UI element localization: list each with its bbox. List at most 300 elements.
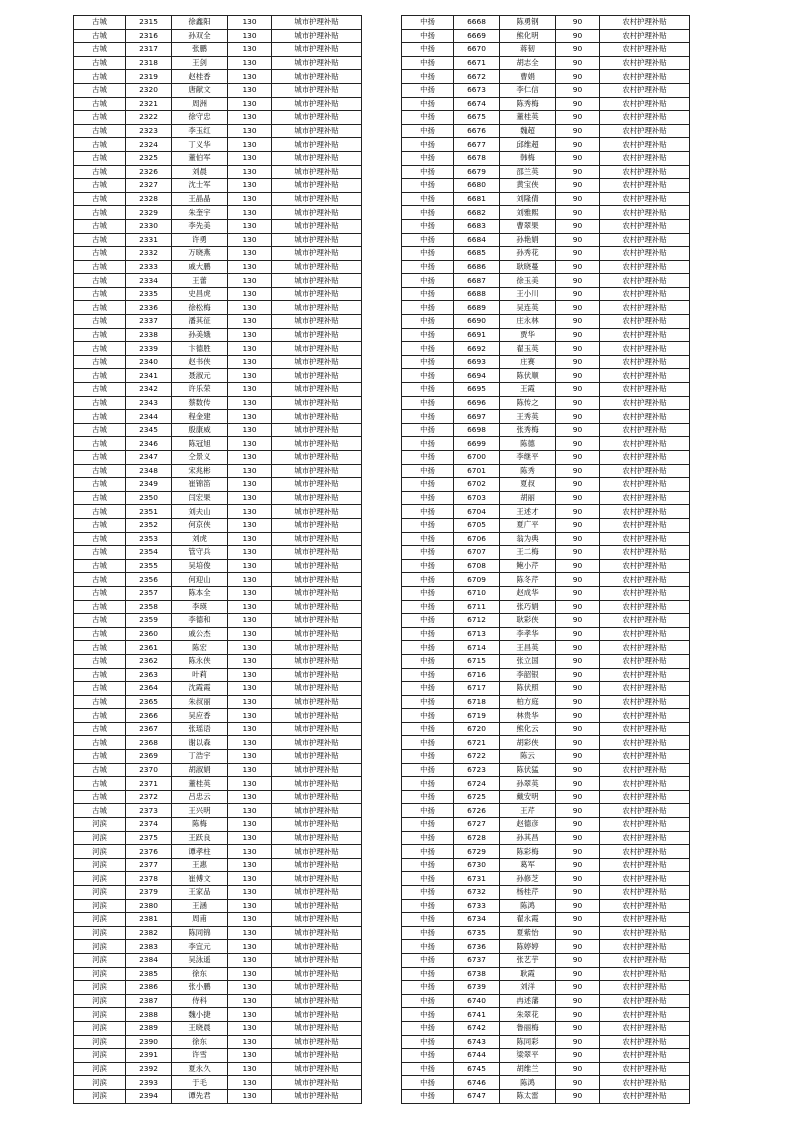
amount-cell: 90 [556, 518, 600, 532]
serial-number-cell: 6688 [454, 287, 500, 301]
district-cell: 中扬 [402, 1035, 454, 1049]
subsidy-type-cell: 农村护理补贴 [600, 16, 690, 30]
amount-cell: 130 [228, 518, 272, 532]
subsidy-type-cell: 农村护理补贴 [600, 437, 690, 451]
name-cell: 耿晓蔓 [500, 260, 556, 274]
serial-number-cell: 6684 [454, 233, 500, 247]
amount-cell: 90 [556, 355, 600, 369]
district-cell: 古城 [74, 369, 126, 383]
serial-number-cell: 6738 [454, 967, 500, 981]
amount-cell: 130 [228, 151, 272, 165]
serial-number-cell: 2328 [126, 192, 172, 206]
name-cell: 许勇 [172, 233, 228, 247]
subsidy-type-cell: 城市护理补贴 [272, 301, 362, 315]
amount-cell: 90 [556, 287, 600, 301]
table-row [74, 1076, 362, 1090]
name-cell: 于毛 [172, 1076, 228, 1090]
serial-number-cell: 2340 [126, 355, 172, 369]
name-cell: 曹娟 [500, 70, 556, 84]
amount-cell: 90 [556, 328, 600, 342]
serial-number-cell: 6740 [454, 994, 500, 1008]
name-cell: 翁为典 [500, 532, 556, 546]
subsidy-type-cell: 农村护理补贴 [600, 750, 690, 764]
serial-number-cell: 2378 [126, 872, 172, 886]
district-cell: 中扬 [402, 695, 454, 709]
serial-number-cell: 6676 [454, 124, 500, 138]
subsidy-type-cell: 农村护理补贴 [600, 546, 690, 560]
district-cell: 古城 [74, 43, 126, 57]
table-row [74, 913, 362, 927]
name-cell: 崔锦笛 [172, 478, 228, 492]
name-cell: 王小川 [500, 287, 556, 301]
table-row [402, 736, 690, 750]
name-cell: 鲁丽梅 [500, 1021, 556, 1035]
subsidy-type-cell: 城市护理补贴 [272, 722, 362, 736]
district-cell: 古城 [74, 383, 126, 397]
name-cell: 孙双全 [172, 29, 228, 43]
amount-cell: 130 [228, 981, 272, 995]
district-cell: 中扬 [402, 491, 454, 505]
subsidy-type-cell: 城市护理补贴 [272, 1062, 362, 1076]
serial-number-cell: 2352 [126, 518, 172, 532]
subsidy-type-cell: 城市护理补贴 [272, 464, 362, 478]
table-row [74, 709, 362, 723]
subsidy-type-cell: 农村护理补贴 [600, 532, 690, 546]
name-cell: 王昌英 [500, 641, 556, 655]
subsidy-type-cell: 城市护理补贴 [272, 559, 362, 573]
subsidy-type-cell: 城市护理补贴 [272, 396, 362, 410]
district-cell: 古城 [74, 97, 126, 111]
district-cell: 中扬 [402, 355, 454, 369]
district-cell: 河滨 [74, 1035, 126, 1049]
serial-number-cell: 2327 [126, 179, 172, 193]
amount-cell: 130 [228, 926, 272, 940]
name-cell: 耿彩侠 [500, 614, 556, 628]
district-cell: 中扬 [402, 1062, 454, 1076]
district-cell: 中扬 [402, 260, 454, 274]
amount-cell: 90 [556, 315, 600, 329]
subsidy-type-cell: 城市护理补贴 [272, 682, 362, 696]
district-cell: 中扬 [402, 763, 454, 777]
subsidy-type-cell: 城市护理补贴 [272, 206, 362, 220]
district-cell: 古城 [74, 491, 126, 505]
table-row [402, 750, 690, 764]
table-row [402, 124, 690, 138]
amount-cell: 90 [556, 709, 600, 723]
subsidy-type-cell: 城市护理补贴 [272, 342, 362, 356]
serial-number-cell: 6716 [454, 668, 500, 682]
name-cell: 赵书侠 [172, 355, 228, 369]
serial-number-cell: 6722 [454, 750, 500, 764]
amount-cell: 90 [556, 369, 600, 383]
amount-cell: 90 [556, 899, 600, 913]
name-cell: 葛军 [500, 858, 556, 872]
subsidy-type-cell: 城市护理补贴 [272, 70, 362, 84]
table-row [74, 301, 362, 315]
name-cell: 徐东 [172, 1035, 228, 1049]
amount-cell: 130 [228, 97, 272, 111]
table-row [402, 722, 690, 736]
serial-number-cell: 2385 [126, 967, 172, 981]
subsidy-type-cell: 农村护理补贴 [600, 1062, 690, 1076]
subsidy-type-cell: 城市护理补贴 [272, 29, 362, 43]
serial-number-cell: 6741 [454, 1008, 500, 1022]
amount-cell: 130 [228, 233, 272, 247]
district-cell: 河滨 [74, 872, 126, 886]
district-cell: 中扬 [402, 83, 454, 97]
name-cell: 李孝华 [500, 627, 556, 641]
amount-cell: 130 [228, 600, 272, 614]
name-cell: 陈云 [500, 750, 556, 764]
serial-number-cell: 2318 [126, 56, 172, 70]
name-cell: 潘其征 [172, 315, 228, 329]
district-cell: 古城 [74, 641, 126, 655]
table-row [74, 342, 362, 356]
district-cell: 中扬 [402, 342, 454, 356]
serial-number-cell: 2341 [126, 369, 172, 383]
serial-number-cell: 6743 [454, 1035, 500, 1049]
table-row [74, 899, 362, 913]
subsidy-type-cell: 城市护理补贴 [272, 736, 362, 750]
serial-number-cell: 2368 [126, 736, 172, 750]
district-cell: 中扬 [402, 818, 454, 832]
table-row [402, 97, 690, 111]
district-cell: 中扬 [402, 654, 454, 668]
serial-number-cell: 6675 [454, 111, 500, 125]
subsidy-type-cell: 农村护理补贴 [600, 682, 690, 696]
table-row [74, 491, 362, 505]
serial-number-cell: 6737 [454, 953, 500, 967]
name-cell: 曹翠果 [500, 219, 556, 233]
amount-cell: 130 [228, 654, 272, 668]
name-cell: 陈永侠 [172, 654, 228, 668]
subsidy-type-cell: 农村护理补贴 [600, 790, 690, 804]
serial-number-cell: 2334 [126, 274, 172, 288]
subsidy-type-cell: 城市护理补贴 [272, 165, 362, 179]
table-row [402, 247, 690, 261]
subsidy-type-cell: 城市护理补贴 [272, 328, 362, 342]
serial-number-cell: 2364 [126, 682, 172, 696]
serial-number-cell: 6693 [454, 355, 500, 369]
table-row [74, 790, 362, 804]
serial-number-cell: 6718 [454, 695, 500, 709]
subsidy-type-cell: 城市护理补贴 [272, 953, 362, 967]
district-cell: 中扬 [402, 668, 454, 682]
district-cell: 中扬 [402, 573, 454, 587]
serial-number-cell: 2381 [126, 913, 172, 927]
name-cell: 张秀梅 [500, 423, 556, 437]
subsidy-type-cell: 农村护理补贴 [600, 423, 690, 437]
amount-cell: 90 [556, 1089, 600, 1103]
amount-cell: 130 [228, 627, 272, 641]
district-cell: 中扬 [402, 1021, 454, 1035]
name-cell: 庄永林 [500, 315, 556, 329]
district-cell: 古城 [74, 654, 126, 668]
district-cell: 中扬 [402, 138, 454, 152]
name-cell: 孙其昌 [500, 831, 556, 845]
district-cell: 古城 [74, 777, 126, 791]
amount-cell: 90 [556, 777, 600, 791]
name-cell: 耿霞 [500, 967, 556, 981]
table-row [402, 1021, 690, 1035]
serial-number-cell: 6702 [454, 478, 500, 492]
subsidy-type-cell: 农村护理补贴 [600, 586, 690, 600]
serial-number-cell: 6715 [454, 654, 500, 668]
district-cell: 中扬 [402, 179, 454, 193]
district-cell: 古城 [74, 559, 126, 573]
district-cell: 中扬 [402, 804, 454, 818]
table-row [402, 355, 690, 369]
left-table-body [74, 16, 362, 1104]
table-row [74, 994, 362, 1008]
table-row [74, 818, 362, 832]
table-row [74, 396, 362, 410]
table-row [402, 926, 690, 940]
district-cell: 中扬 [402, 383, 454, 397]
name-cell: 陈伏照 [500, 682, 556, 696]
name-cell: 孙美娥 [172, 328, 228, 342]
serial-number-cell: 2372 [126, 790, 172, 804]
amount-cell: 130 [228, 369, 272, 383]
serial-number-cell: 6685 [454, 247, 500, 261]
amount-cell: 130 [228, 1021, 272, 1035]
table-row [402, 899, 690, 913]
name-cell: 陈勇钢 [500, 16, 556, 30]
amount-cell: 130 [228, 491, 272, 505]
subsidy-type-cell: 城市护理补贴 [272, 1076, 362, 1090]
table-row [402, 682, 690, 696]
district-cell: 古城 [74, 233, 126, 247]
amount-cell: 90 [556, 342, 600, 356]
amount-cell: 130 [228, 831, 272, 845]
serial-number-cell: 2374 [126, 818, 172, 832]
district-cell: 中扬 [402, 831, 454, 845]
district-cell: 古城 [74, 396, 126, 410]
table-row [402, 505, 690, 519]
subsidy-type-cell: 城市护理补贴 [272, 818, 362, 832]
subsidy-type-cell: 农村护理补贴 [600, 491, 690, 505]
subsidy-type-cell: 农村护理补贴 [600, 478, 690, 492]
serial-number-cell: 6677 [454, 138, 500, 152]
district-cell: 中扬 [402, 423, 454, 437]
district-cell: 河滨 [74, 926, 126, 940]
amount-cell: 90 [556, 124, 600, 138]
serial-number-cell: 2353 [126, 532, 172, 546]
amount-cell: 130 [228, 1035, 272, 1049]
serial-number-cell: 2393 [126, 1076, 172, 1090]
serial-number-cell: 2342 [126, 383, 172, 397]
serial-number-cell: 6746 [454, 1076, 500, 1090]
amount-cell: 130 [228, 505, 272, 519]
table-row [74, 43, 362, 57]
subsidy-type-cell: 城市护理补贴 [272, 750, 362, 764]
amount-cell: 90 [556, 858, 600, 872]
table-row [74, 641, 362, 655]
name-cell: 丁浩宇 [172, 750, 228, 764]
serial-number-cell: 2369 [126, 750, 172, 764]
amount-cell: 90 [556, 70, 600, 84]
district-cell: 中扬 [402, 505, 454, 519]
name-cell: 王跃良 [172, 831, 228, 845]
serial-number-cell: 6678 [454, 151, 500, 165]
name-cell: 王晓晨 [172, 1021, 228, 1035]
amount-cell: 130 [228, 709, 272, 723]
district-cell: 中扬 [402, 315, 454, 329]
amount-cell: 90 [556, 790, 600, 804]
serial-number-cell: 6739 [454, 981, 500, 995]
subsidy-type-cell: 农村护理补贴 [600, 29, 690, 43]
amount-cell: 90 [556, 423, 600, 437]
subsidy-type-cell: 城市护理补贴 [272, 641, 362, 655]
table-row [402, 886, 690, 900]
table-row [74, 763, 362, 777]
name-cell: 李瑛 [172, 600, 228, 614]
table-row [74, 967, 362, 981]
subsidy-type-cell: 城市护理补贴 [272, 913, 362, 927]
amount-cell: 130 [228, 43, 272, 57]
district-cell: 中扬 [402, 29, 454, 43]
name-cell: 许雪 [172, 1049, 228, 1063]
subsidy-type-cell: 城市护理补贴 [272, 423, 362, 437]
amount-cell: 130 [228, 573, 272, 587]
name-cell: 王述才 [500, 505, 556, 519]
district-cell: 古城 [74, 423, 126, 437]
serial-number-cell: 2379 [126, 886, 172, 900]
amount-cell: 130 [228, 899, 272, 913]
name-cell: 翟永霞 [500, 913, 556, 927]
amount-cell: 130 [228, 559, 272, 573]
amount-cell: 90 [556, 29, 600, 43]
name-cell: 朱奎宇 [172, 206, 228, 220]
table-row [74, 831, 362, 845]
amount-cell: 90 [556, 1021, 600, 1035]
district-cell: 古城 [74, 464, 126, 478]
name-cell: 陈梅 [172, 818, 228, 832]
serial-number-cell: 2366 [126, 709, 172, 723]
serial-number-cell: 2392 [126, 1062, 172, 1076]
amount-cell: 90 [556, 573, 600, 587]
table-row [402, 872, 690, 886]
table-row [74, 940, 362, 954]
name-cell: 王芹 [500, 804, 556, 818]
serial-number-cell: 2370 [126, 763, 172, 777]
table-row [402, 206, 690, 220]
amount-cell: 130 [228, 1008, 272, 1022]
amount-cell: 130 [228, 478, 272, 492]
amount-cell: 130 [228, 247, 272, 261]
name-cell: 庄赛 [500, 355, 556, 369]
amount-cell: 90 [556, 804, 600, 818]
serial-number-cell: 2316 [126, 29, 172, 43]
amount-cell: 130 [228, 70, 272, 84]
amount-cell: 130 [228, 396, 272, 410]
amount-cell: 90 [556, 464, 600, 478]
table-row [74, 138, 362, 152]
district-cell: 中扬 [402, 518, 454, 532]
name-cell: 鲍小芹 [500, 559, 556, 573]
district-cell: 古城 [74, 614, 126, 628]
district-cell: 中扬 [402, 247, 454, 261]
district-cell: 河滨 [74, 886, 126, 900]
subsidy-type-cell: 农村护理补贴 [600, 1021, 690, 1035]
name-cell: 王霞 [500, 383, 556, 397]
amount-cell: 130 [228, 872, 272, 886]
subsidy-type-cell: 农村护理补贴 [600, 151, 690, 165]
name-cell: 王惠 [172, 858, 228, 872]
table-row [74, 777, 362, 791]
amount-cell: 130 [228, 886, 272, 900]
subsidy-type-cell: 农村护理补贴 [600, 328, 690, 342]
name-cell: 徐玉美 [500, 274, 556, 288]
serial-number-cell: 2354 [126, 546, 172, 560]
name-cell: 吴泳遥 [172, 953, 228, 967]
name-cell: 刘夫山 [172, 505, 228, 519]
subsidy-type-cell: 农村护理补贴 [600, 709, 690, 723]
name-cell: 赵成华 [500, 586, 556, 600]
serial-number-cell: 6704 [454, 505, 500, 519]
district-cell: 河滨 [74, 831, 126, 845]
serial-number-cell: 6713 [454, 627, 500, 641]
subsidy-type-cell: 农村护理补贴 [600, 396, 690, 410]
subsidy-type-cell: 农村护理补贴 [600, 804, 690, 818]
name-cell: 胡维兰 [500, 1062, 556, 1076]
amount-cell: 90 [556, 1062, 600, 1076]
subsidy-type-cell: 城市护理补贴 [272, 83, 362, 97]
serial-number-cell: 6695 [454, 383, 500, 397]
name-cell: 李仁信 [500, 83, 556, 97]
table-row [74, 668, 362, 682]
amount-cell: 130 [228, 790, 272, 804]
table-row [402, 165, 690, 179]
subsidy-type-cell: 城市护理补贴 [272, 668, 362, 682]
district-cell: 中扬 [402, 396, 454, 410]
district-cell: 中扬 [402, 1076, 454, 1090]
amount-cell: 90 [556, 600, 600, 614]
table-row [402, 83, 690, 97]
subsidy-type-cell: 城市护理补贴 [272, 355, 362, 369]
name-cell: 陈鸿 [500, 1076, 556, 1090]
serial-number-cell: 2394 [126, 1089, 172, 1103]
district-cell: 中扬 [402, 410, 454, 424]
serial-number-cell: 6669 [454, 29, 500, 43]
subsidy-type-cell: 农村护理补贴 [600, 831, 690, 845]
table-row [74, 315, 362, 329]
subsidy-type-cell: 城市护理补贴 [272, 192, 362, 206]
serial-number-cell: 6668 [454, 16, 500, 30]
table-row [402, 464, 690, 478]
amount-cell: 90 [556, 614, 600, 628]
name-cell: 陈冠旭 [172, 437, 228, 451]
name-cell: 刘晨 [172, 165, 228, 179]
district-cell: 中扬 [402, 124, 454, 138]
amount-cell: 130 [228, 804, 272, 818]
name-cell: 王晶晶 [172, 192, 228, 206]
table-row [402, 1076, 690, 1090]
name-cell: 蔡数传 [172, 396, 228, 410]
serial-number-cell: 6696 [454, 396, 500, 410]
name-cell: 宋兆彬 [172, 464, 228, 478]
name-cell: 张小鹏 [172, 981, 228, 995]
subsidy-type-cell: 城市护理补贴 [272, 97, 362, 111]
amount-cell: 90 [556, 641, 600, 655]
name-cell: 王二梅 [500, 546, 556, 560]
name-cell: 董桂英 [172, 777, 228, 791]
district-cell: 中扬 [402, 1049, 454, 1063]
district-cell: 古城 [74, 518, 126, 532]
subsidy-type-cell: 城市护理补贴 [272, 886, 362, 900]
table-row [74, 1021, 362, 1035]
district-cell: 古城 [74, 682, 126, 696]
